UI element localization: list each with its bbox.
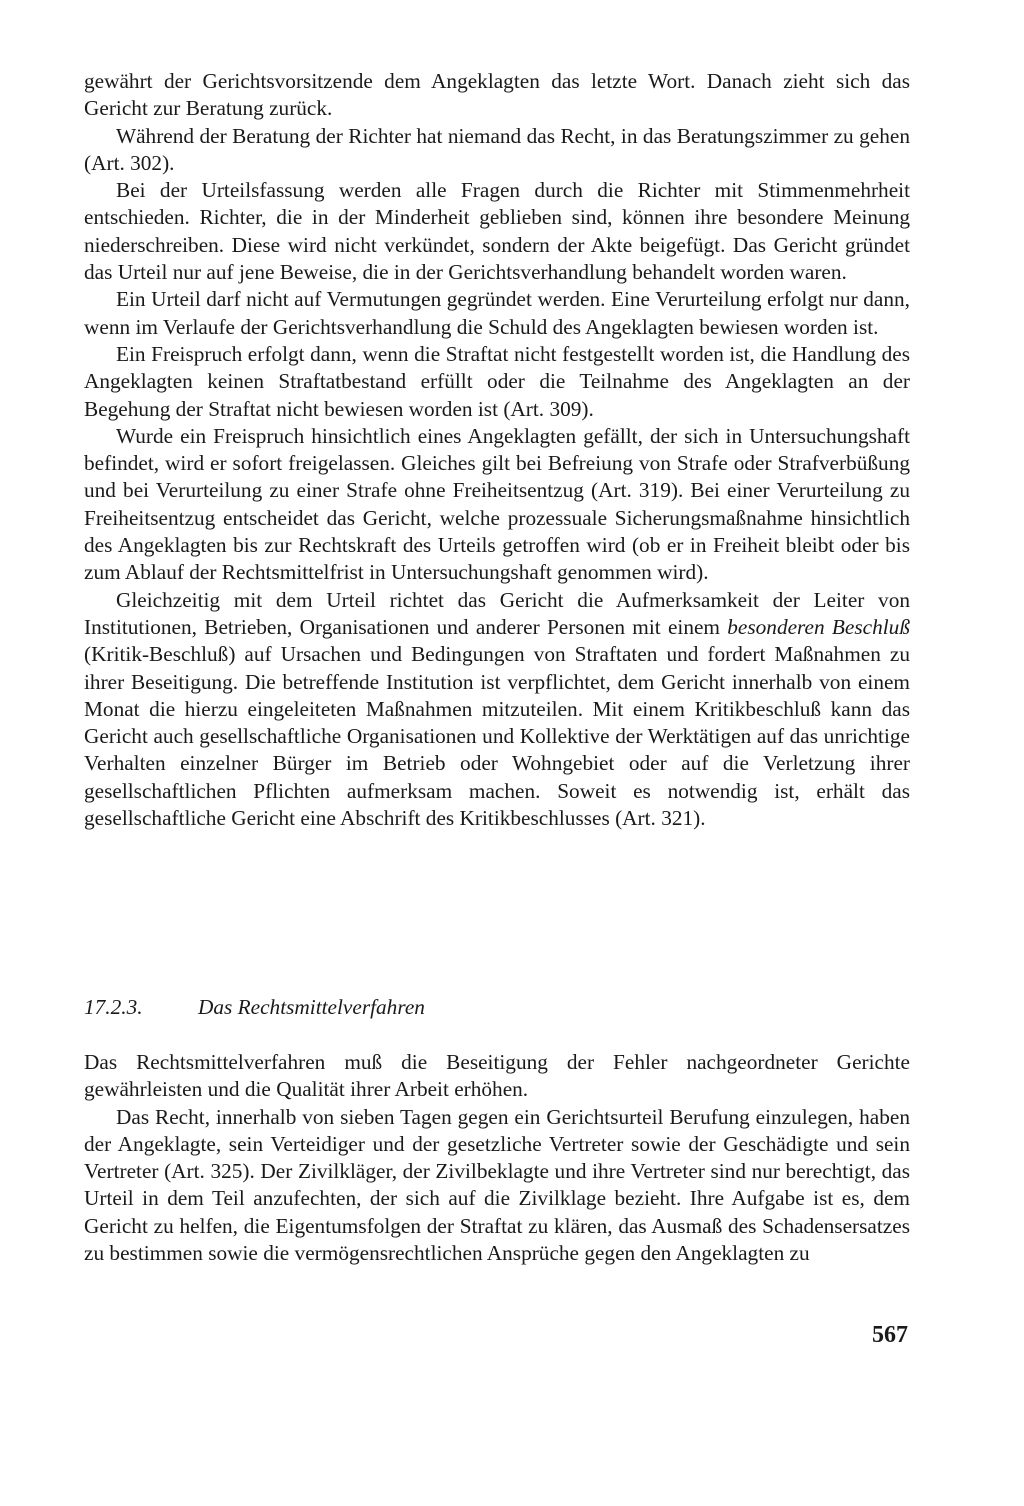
body-text-section-2 bbox=[84, 1049, 910, 1267]
paragraph-kritik-beschluss bbox=[84, 587, 910, 833]
body-text-section-1 bbox=[84, 68, 910, 832]
section-number: 17.2.3. bbox=[84, 995, 143, 1019]
paragraph: Ein Urteil darf nicht auf Vermutungen gegründet werden. Eine Verurteilung erfolgt nur dann, wenn im Verlaufe der Gerichtsverhandlung die Schuld des Angeklagten bewiesen worden ist. bbox=[84, 287, 910, 339]
paragraph: Wurde ein Freispruch hinsichtlich eines Angeklagten gefällt, der sich in Untersuchungshaft befindet, wird er sofort freigelassen. Gleiches gilt bei Befreiung von Strafe oder Strafverbüßung und bei Verurteilung zu einer Strafe ohne Freiheitsentzug (Art. 319). Bei einer Verurteilung zu Freiheitsentzug entscheidet das Gericht, welche prozessuale Sicherungsmaßnahme hinsichtlich des Angeklagten bis zur Rechtskraft des Urteils getroffen wird (ob er in Freiheit bleibt oder bis zum Ablauf der Rechtsmittelfrist in Untersuchungshaft genommen wird). bbox=[84, 423, 910, 585]
section-title: Das Rechtsmittelverfahren bbox=[198, 995, 425, 1019]
paragraph: Das Rechtsmittelverfahren muß die Beseitigung der Fehler nachgeordneter Gerichte gewährleisten und die Qualität ihrer Arbeit erhöhen. bbox=[84, 1050, 910, 1102]
paragraph: Ein Freispruch erfolgt dann, wenn die Straftat nicht festgestellt worden ist, die Handlung des Angeklagten keinen Straftatbestand erfüllt oder die Teilnahme des Angeklagten an der Begehung der Straftat nicht bewiesen worden ist (Art. 309). bbox=[84, 341, 910, 421]
page-number: 567 bbox=[872, 1322, 908, 1348]
paragraph: Das Recht, innerhalb von sieben Tagen gegen ein Gerichtsurteil Berufung einzulegen, haben der Angeklagte, sein Verteidiger und der gesetzliche Vertreter sowie der Geschädigte und sein Vertreter (Art. 325). Der Zivilkläger, der Zivilbeklagte und ihre Vertreter sind nur berechtigt, das Urteil in dem Teil anzufechten, der sich auf die Zivilklage bezieht. Ihre Aufgabe ist es, dem Gericht zu helfen, die Eigentumsfolgen der Straftat zu klären, das Ausmaß des Schadensersatzes zu bestimmen sowie die vermögensrechtlichen Ansprüche gegen den Angeklagten zu bbox=[84, 1104, 910, 1266]
section-heading bbox=[84, 994, 910, 1021]
paragraph-text: Gleichzeitig mit dem Urteil richtet das Gericht die Aufmerksamkeit der Leiter von Institutionen, Betrieben, Organisationen und anderer Personen mit einem bbox=[84, 587, 910, 639]
paragraph: Bei der Urteilsfassung werden alle Fragen durch die Richter mit Stimmenmehrheit entschieden. Richter, die in der Minderheit geblieben sind, können ihre besondere Meinung niederschreiben. Diese wird nicht verkündet, sondern der Akte beigefügt. Das Gericht gründet das Urteil nur auf jene Beweise, die in der Gerichtsverhandlung behandelt worden waren. bbox=[84, 178, 910, 285]
paragraph: Während der Beratung der Richter hat niemand das Recht, in das Beratungszimmer zu gehen (Art. 302). bbox=[84, 123, 910, 175]
paragraph-text: (Kritik-Beschluß) auf Ursachen und Bedingungen von Straftaten und fordert Maßnahmen zu ihrer Beseitigung. Die betreffende Institution ist verpflichtet, dem Gericht innerhalb von einem Monat die hierzu eingeleiteten Maßnahmen mitzuteilen. Mit einem Kritikbeschluß kann das Gericht auch gesellschaftliche Organisationen und Kollektive der Werktätigen auf das unrichtige Verhalten einzelner Bürger im Betrieb oder Wohngebiet oder auf die Verletzung ihrer gesellschaftlichen Pflichten aufmerksam machen. Soweit es notwendig ist, erhält das gesellschaftliche Gericht eine Abschrift des Kritikbeschlusses (Art. 321). bbox=[84, 642, 910, 831]
emphasized-term: besonderen Beschluß bbox=[727, 614, 910, 639]
paragraph: gewährt der Gerichtsvorsitzende dem Angeklagten das letzte Wort. Danach zieht sich das Gericht zur Beratung zurück. bbox=[84, 69, 910, 121]
